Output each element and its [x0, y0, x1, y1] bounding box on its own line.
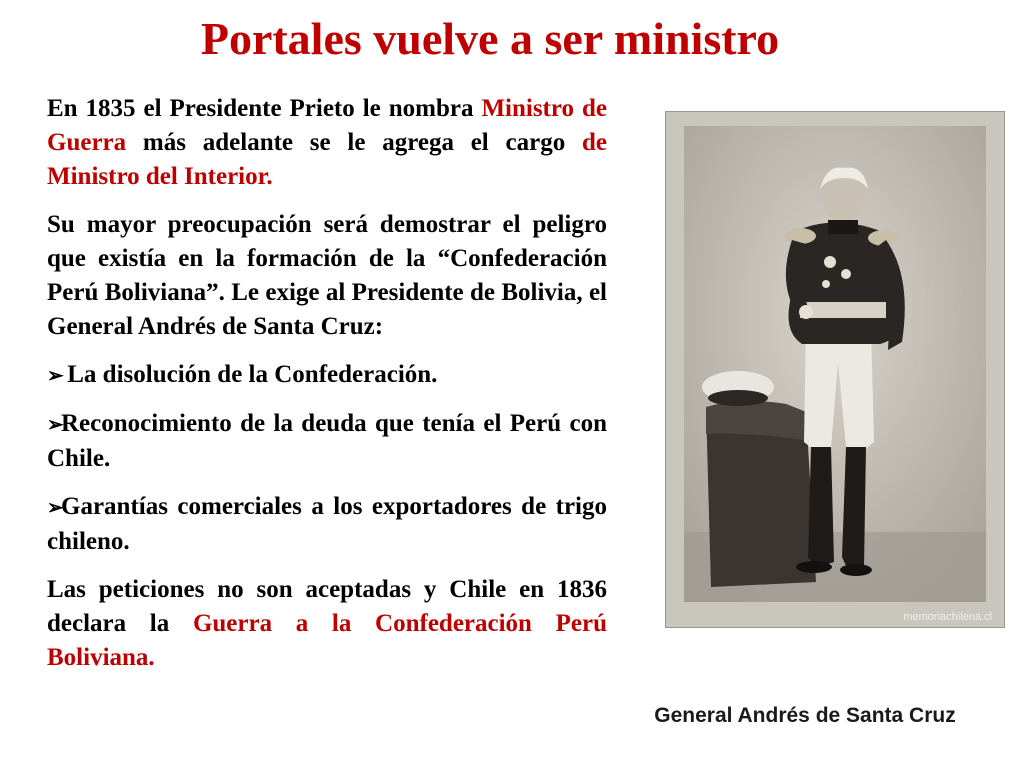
portrait-illustration	[666, 112, 1004, 627]
arrow-bullet-icon: ➢	[47, 497, 64, 519]
paragraph-concern: Su mayor preocupación será demostrar el peligro que existía en la formación de la “Confederación Perú Boliviana”. Le exige al Presidente de Bolivia, el General Andrés de Santa Cruz:	[47, 211, 607, 340]
slide-title: Portales vuelve a ser ministro	[200, 13, 780, 64]
bullet-text: Garantías comerciales a los exportadores de trigo chileno.	[47, 493, 607, 555]
intro-highlight-interior: de Ministro del Interior.	[47, 129, 607, 190]
paragraph-intro	[47, 92, 607, 194]
bullet-text: Reconocimiento de la deuda que tenía el Perú con Chile.	[47, 410, 607, 472]
photo-watermark: memoriachilena.cl	[903, 611, 992, 623]
bullet-text: La disolución de la Confederación.	[61, 361, 438, 388]
arrow-bullet-icon: ➢	[47, 414, 64, 436]
bullet-item	[47, 358, 607, 393]
conclusion-highlight-war: Guerra a la Confederación Perú Boliviana.	[47, 610, 607, 671]
portrait-photo	[665, 111, 1005, 628]
photo-caption: General Andrés de Santa Cruz	[654, 704, 956, 727]
body-text	[47, 92, 607, 689]
bullet-item	[47, 490, 607, 559]
arrow-bullet-icon: ➢	[47, 365, 64, 387]
intro-text-c: más adelante se le agrega el cargo	[126, 129, 582, 156]
intro-highlight-guerra: Ministro de Guerra	[47, 95, 607, 156]
conclusion-text-a: Las peticiones no son aceptadas y Chile en 1836 declara la	[47, 576, 607, 637]
paragraph-conclusion	[47, 573, 607, 675]
bullet-item	[47, 407, 607, 476]
intro-text-a: En 1835 el Presidente Prieto le nombra	[47, 95, 482, 122]
